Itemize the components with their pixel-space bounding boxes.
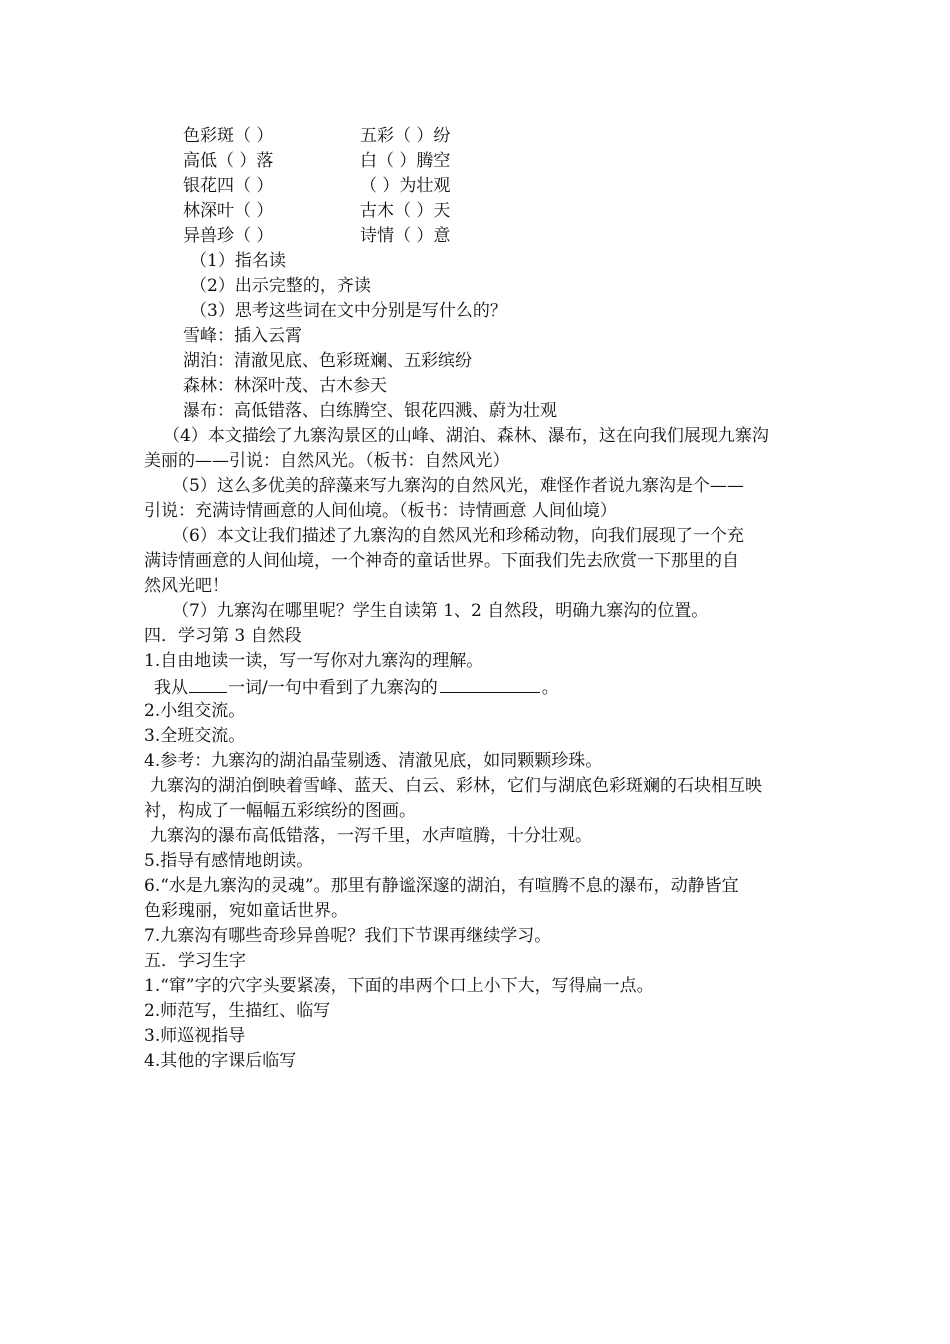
word-grid-right-2: 白（ ）腾空 [360,151,451,171]
paragraph-4-line-2: 美丽的——引说：自然风光。（板书：自然风光） [144,451,510,471]
section-4-item-5: 5.指导有感情地朗读。 [144,851,314,871]
section-5-item-2: 2.师范写，生描红、临写 [144,1001,331,1021]
fill-in-sentence [154,674,559,700]
step-1: （1）指名读 [190,251,286,271]
section-4-item-4: 4.参考：九寨沟的湖泊晶莹剔透、清澈见底，如同颗颗珍珠。 [144,751,603,771]
section-4-item-6-line-1: 6.“水是九寨沟的灵魂”。那里有静谧深邃的湖泊，有喧腾不息的瀑布，动静皆宜 [144,876,739,896]
section-4-item-6-line-2: 色彩瑰丽，宛如童话世界。 [144,901,348,921]
section-4-item-1: 1.自由地读一读，写一写你对九寨沟的理解。 [144,651,484,671]
section-4-heading: 四．学习第 3 自然段 [144,626,302,646]
fill-in-part-b: 一词/一句中看到了九寨沟的 [228,678,438,698]
step-3: （3）思考这些词在文中分别是写什么的？ [190,301,507,321]
paragraph-4-line-1: （4）本文描绘了九寨沟景区的山峰、湖泊、森林、瀑布，这在向我们展现九寨沟 [163,426,769,446]
word-grid-right-4: 古木（ ）天 [360,201,451,221]
reference-1-line-2: 衬，构成了一幅幅五彩缤纷的图画。 [144,801,416,821]
paragraph-6-line-1: （6）本文让我们描述了九寨沟的自然风光和珍稀动物，向我们展现了一个充 [172,526,744,546]
paragraph-6-line-2: 满诗情画意的人间仙境，一个神奇的童话世界。下面我们先去欣赏一下那里的自 [144,551,739,571]
fill-in-part-a: 我从 [154,678,188,698]
answer-snow-peak: 雪峰：插入云霄 [183,326,302,346]
section-5-item-3: 3.师巡视指导 [144,1026,246,1046]
word-grid-right-3: （ ）为壮观 [360,176,451,196]
fill-in-part-c: 。 [541,678,559,698]
section-4-item-7: 7.九寨沟有哪些奇珍异兽呢？我们下节课再继续学习。 [144,926,552,946]
section-5-item-1: 1.“窜”字的穴字头要紧凑，下面的串两个口上小下大，写得扁一点。 [144,976,654,996]
step-2: （2）出示完整的，齐读 [190,276,371,296]
section-4-item-2: 2.小组交流。 [144,701,246,721]
word-grid-right-5: 诗情（ ）意 [360,226,451,246]
fill-blank-long[interactable] [440,674,540,693]
word-grid-left-5: 异兽珍（ ） [183,226,274,246]
reference-2: 九寨沟的瀑布高低错落，一泻千里，水声喧腾，十分壮观。 [150,826,592,846]
fill-blank-short[interactable] [189,674,227,693]
answer-lake: 湖泊：清澈见底、色彩斑斓、五彩缤纷 [183,351,472,371]
word-grid-left-4: 林深叶（ ） [183,201,274,221]
answer-waterfall: 瀑布：高低错落、白练腾空、银花四溅、蔚为壮观 [183,401,557,421]
section-5-heading: 五．学习生字 [144,951,246,971]
section-5-item-4: 4.其他的字课后临写 [144,1051,297,1071]
section-4-item-3: 3.全班交流。 [144,726,246,746]
answer-forest: 森林：林深叶茂、古木参天 [183,376,387,396]
paragraph-5-line-2: 引说：充满诗情画意的人间仙境。（板书：诗情画意 人间仙境） [144,501,617,521]
word-grid-left-3: 银花四（ ） [183,176,274,196]
paragraph-5-line-1: （5）这么多优美的辞藻来写九寨沟的自然风光，难怪作者说九寨沟是个—— [172,476,744,496]
reference-1-line-1: 九寨沟的湖泊倒映着雪峰、蓝天、白云、彩林，它们与湖底色彩斑斓的石块相互映 [150,776,762,796]
paragraph-6-line-3: 然风光吧！ [144,576,229,596]
paragraph-7: （7）九寨沟在哪里呢？学生自读第 1、2 自然段，明确九寨沟的位置。 [172,601,709,621]
word-grid-left-1: 色彩斑（ ） [183,126,274,146]
word-grid-left-2: 高低（ ）落 [183,151,274,171]
word-grid-right-1: 五彩（ ）纷 [360,126,451,146]
